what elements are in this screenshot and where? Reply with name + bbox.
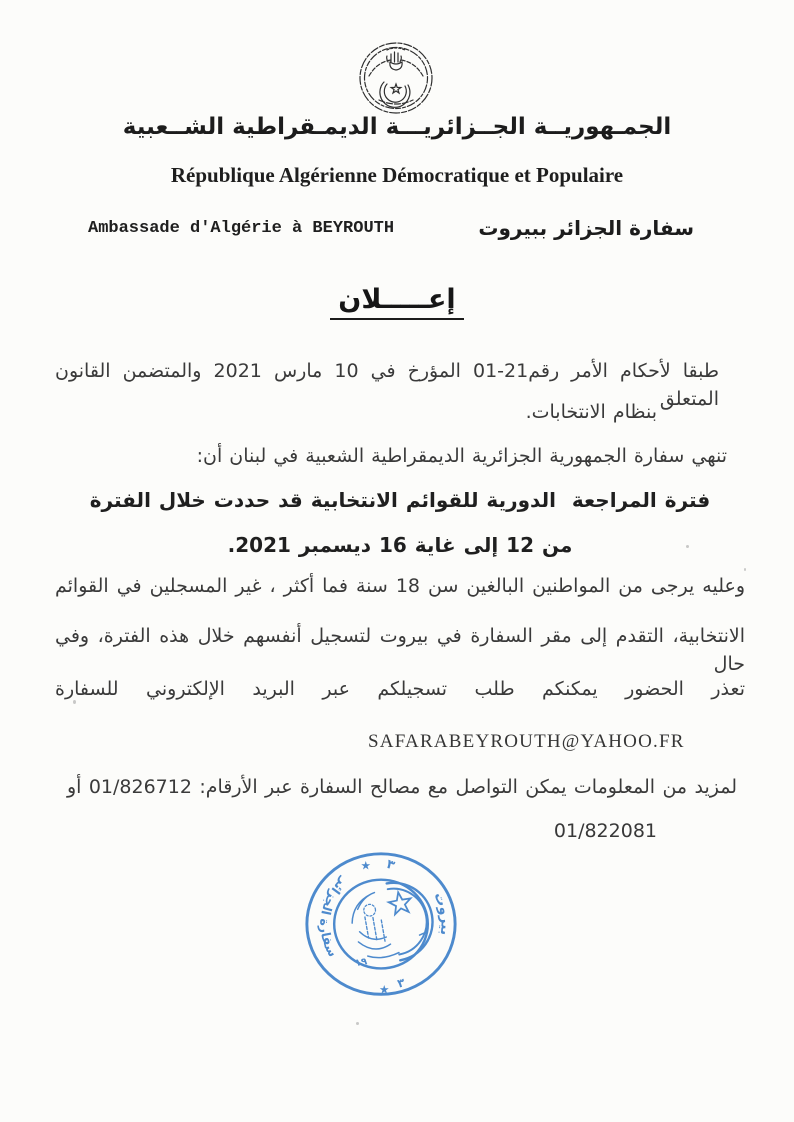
paragraph-law-reference-line1: طبقا لأحكام الأمر رقم21-01 المؤرخ في 10 مارس 2021 والمتضمن القانون المتعلق	[55, 360, 719, 410]
paragraph-citizens-line3: تعذر الحضور يمكنكم طلب تسجيلكم عبر البريد الإلكتروني للسفارة	[55, 678, 745, 700]
announcement-title-wrap	[0, 284, 794, 320]
scan-speck	[73, 700, 76, 704]
embassy-round-stamp	[302, 851, 460, 1001]
star-icon	[387, 890, 413, 915]
stamp-top-star-icon: ★	[360, 858, 372, 873]
embassy-name-french: Ambassade d'Algérie à BEYROUTH	[88, 218, 395, 238]
highlight-revision-period-line1: فترة المراجعة الدورية للقوائم الانتخابية قد حددت خلال الفترة	[89, 488, 711, 512]
paragraph-contact-numbers: لمزيد من المعلومات يمكن التواصل مع مصالح السفارة عبر الأرقام: 01/826712 أو	[67, 776, 737, 798]
embassy-name-arabic: سفارة الجزائر ببيروت	[478, 216, 694, 240]
second-phone-number: 01/822081	[553, 820, 657, 842]
paragraph-law-reference-line2: بنظام الانتخابات.	[525, 401, 657, 423]
country-name-arabic: الجمـهوريــة الجــزائريـــة الديمـقراطية الشــعبية	[122, 114, 672, 140]
embassy-letterhead-row	[88, 216, 694, 240]
embassy-email-address: SAFARABEYROUTH@YAHOO.FR	[368, 731, 685, 752]
announcement-title: إعـــــلان	[330, 284, 463, 320]
algeria-emblem-icon	[357, 40, 435, 116]
scan-speck	[686, 545, 689, 548]
paragraph-embassy-informs: تنهي سفارة الجمهورية الجزائرية الديمقراطية الشعبية في لبنان أن:	[196, 445, 727, 467]
stamp-inner-emblem	[346, 877, 438, 968]
scan-speck	[356, 1022, 359, 1025]
stamp-year-mark: ١٩	[354, 956, 368, 970]
paragraph-citizens-line2: الانتخابية، التقدم إلى مقر السفارة في بيروت لتسجيل أنفسهم خلال هذه الفترة، وفي حال	[55, 625, 745, 675]
stamp-bottom-mark: ٣	[395, 975, 407, 991]
stamp-ring-text-city: بيروت	[430, 889, 454, 937]
stamp-ring-text-embassy: سفارة الجزائر	[317, 875, 351, 960]
stamp-bottom-star-icon: ★	[379, 982, 390, 997]
stamp-top-mark: ٣	[384, 855, 397, 873]
highlight-revision-period-dates: من 12 إلى غاية 16 ديسمبر 2021.	[227, 533, 573, 557]
country-name-french: République Algérienne Démocratique et Populaire	[170, 163, 624, 187]
scan-speck	[744, 568, 746, 571]
paragraph-citizens-line1: وعليه يرجى من المواطنين البالغين سن 18 سنة فما أكثر ، غير المسجلين في القوائم	[55, 575, 745, 597]
